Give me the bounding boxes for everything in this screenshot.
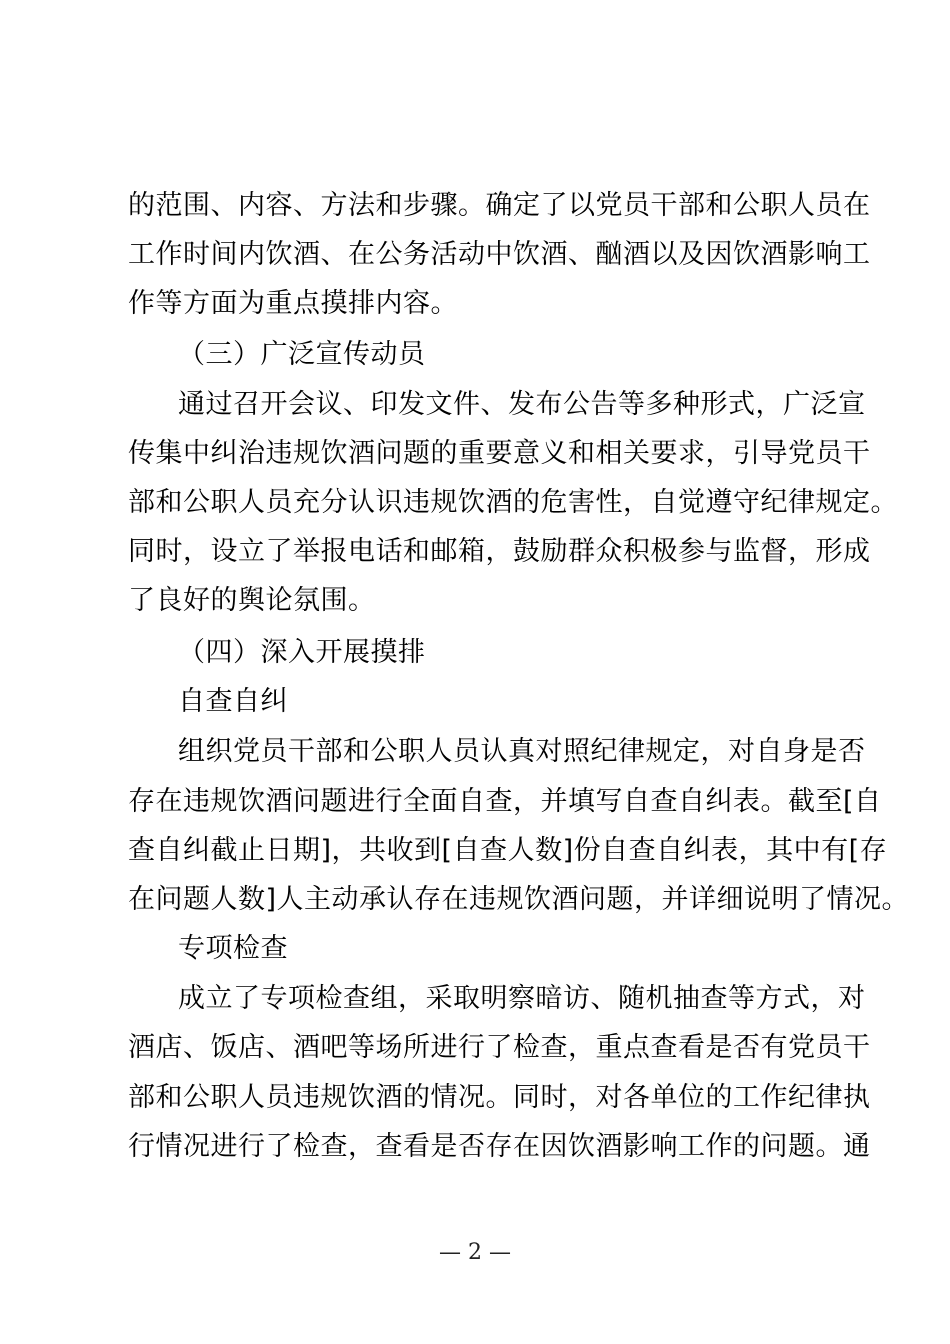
paragraph-line: 同时，设立了举报电话和邮箱，鼓励群众积极参与监督，形成 [128, 536, 871, 567]
paragraph-line: 传集中纠治违规饮酒问题的重要意义和相关要求，引导党员干 [128, 438, 871, 469]
paragraph-line: 部和公职人员违规饮酒的情况。同时，对各单位的工作纪律执 [128, 1082, 871, 1113]
paragraph-line: 了良好的舆论氛围。 [128, 585, 376, 616]
paragraph-line: 存在违规饮酒问题进行全面自查，并填写自查自纠表。截至[自 [128, 786, 882, 817]
paragraph-line: 酒店、饭店、酒吧等场所进行了检查，重点查看是否有党员干 [128, 1032, 871, 1063]
paragraph-line: 查自纠截止日期]，共收到[自查人数]份自查自纠表，其中有[存 [128, 835, 888, 866]
paragraph-line: 成立了专项检查组，采取明察暗访、随机抽查等方式，对 [178, 983, 866, 1014]
subheading-special-inspection: 专项检查 [178, 933, 288, 964]
section-heading-4: （四）深入开展摸排 [178, 637, 426, 668]
paragraph-line: 通过召开会议、印发文件、发布公告等多种形式，广泛宣 [178, 389, 866, 420]
paragraph-line: 组织党员干部和公职人员认真对照纪律规定，对自身是否 [178, 736, 866, 767]
paragraph-line: 部和公职人员充分认识违规饮酒的危害性，自觉遵守纪律规定。 [128, 487, 898, 518]
paragraph-line: 行情况进行了检查，查看是否存在因饮酒影响工作的问题。通 [128, 1131, 871, 1162]
subheading-self-check: 自查自纠 [178, 686, 288, 717]
paragraph-line: 的范围、内容、方法和步骤。确定了以党员干部和公职人员在 [128, 190, 871, 221]
paragraph-line: 在问题人数]人主动承认存在违规饮酒问题，并详细说明了情况。 [128, 884, 910, 915]
section-heading-3: （三）广泛宣传动员 [178, 339, 426, 370]
page-number: — 2 — [439, 1240, 511, 1265]
paragraph-line: 作等方面为重点摸排内容。 [128, 288, 458, 319]
paragraph-line: 工作时间内饮酒、在公务活动中饮酒、酗酒以及因饮酒影响工 [128, 239, 871, 270]
